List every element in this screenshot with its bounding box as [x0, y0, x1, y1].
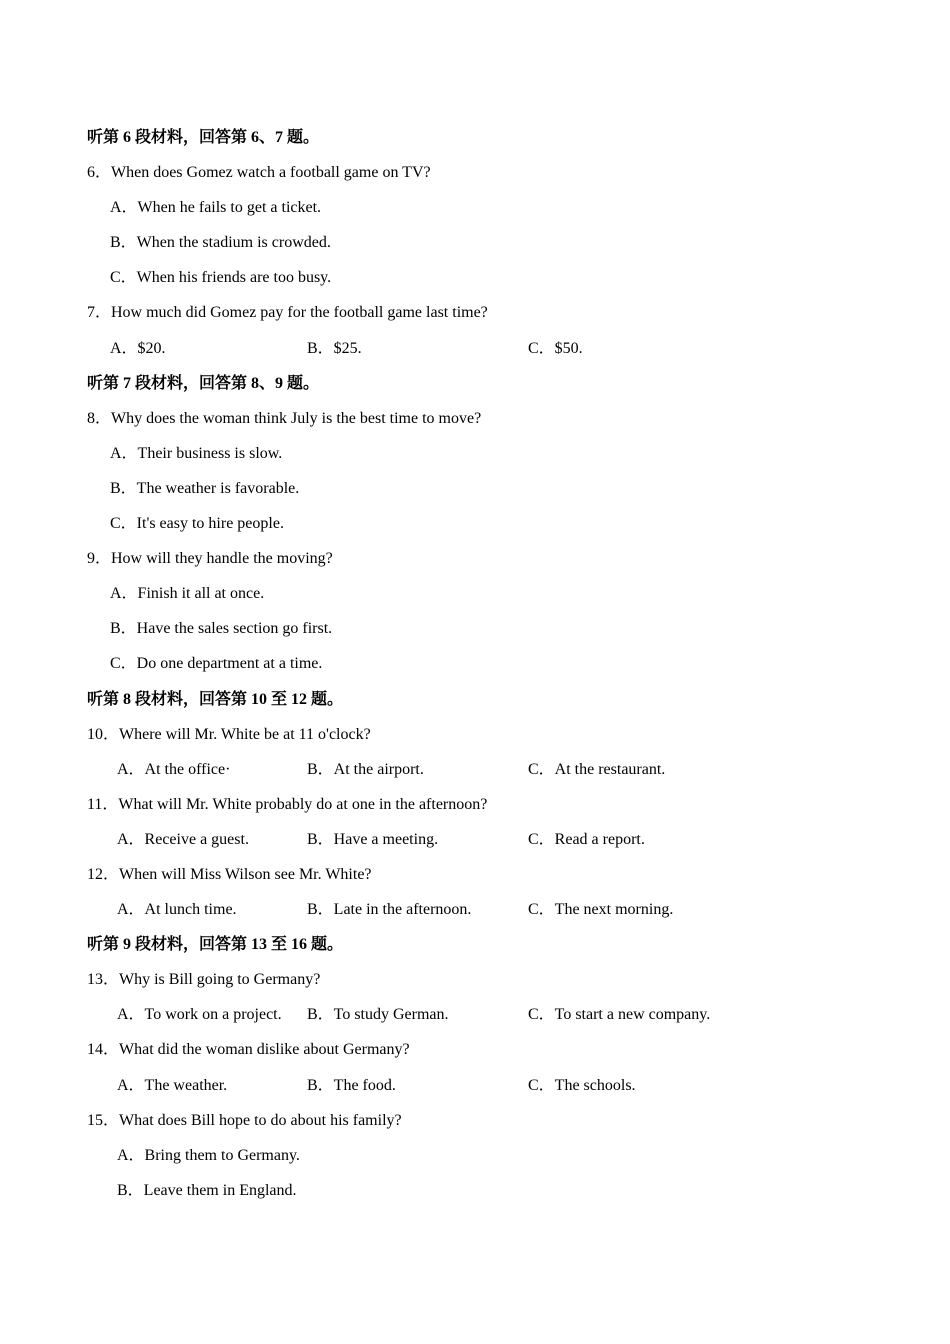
question-12: 12．When will Miss Wilson see Mr. White?	[87, 865, 372, 883]
section-header: 听第 6 段材料，回答第 6、7 题。	[87, 129, 320, 146]
question-6-option-a: A．When he fails to get a ticket.	[110, 199, 322, 217]
question-7-option-b: B．$25.	[307, 339, 362, 357]
question-8-option-c: C．It's easy to hire people.	[110, 515, 284, 533]
question-12-option-b: B．Late in the afternoon.	[307, 901, 472, 919]
question-11-option-a: A．Receive a guest.	[117, 830, 249, 848]
question-10-option-c: C．At the restaurant.	[528, 760, 666, 778]
question-10-options	[87, 752, 887, 787]
question-9-option-a: A．Finish it all at once.	[110, 585, 265, 603]
question-13-option-a: A．To work on a project.	[117, 1006, 282, 1024]
question-13-option-b: B．To study German.	[307, 1006, 449, 1024]
question-14-option-c: C．The schools.	[528, 1076, 636, 1094]
question-11-option-b: B．Have a meeting.	[307, 830, 439, 848]
question-12-options	[87, 892, 887, 927]
question-7-option-c: C．$50.	[528, 339, 583, 357]
question-11-options	[87, 822, 887, 857]
question-11-option-c: C．Read a report.	[528, 830, 645, 848]
section-header: 听第 8 段材料，回答第 10 至 12 题。	[87, 690, 344, 708]
question-15-option-a: A．Bring them to Germany.	[117, 1146, 300, 1164]
section-header: 听第 9 段材料，回答第 13 至 16 题。	[87, 936, 344, 954]
question-12-option-a: A．At lunch time.	[117, 901, 237, 919]
question-15: 15．What does Bill hope to do about his family?	[87, 1111, 402, 1129]
question-10-option-b: B．At the airport.	[307, 760, 424, 778]
question-6: 6．When does Gomez watch a football game on TV?	[87, 164, 431, 182]
question-7-option-a: A．$20.	[110, 339, 166, 357]
question-11: 11．What will Mr. White probably do at one in the afternoon?	[87, 795, 488, 813]
question-9-option-c: C．Do one department at a time.	[110, 655, 323, 673]
question-10: 10．Where will Mr. White be at 11 o'clock?	[87, 725, 371, 743]
question-15-option-b: B．Leave them in England.	[117, 1181, 297, 1199]
question-13-option-c: C．To start a new company.	[528, 1006, 711, 1024]
question-6-option-c: C．When his friends are too busy.	[110, 269, 332, 287]
question-8: 8．Why does the woman think July is the best time to move?	[87, 409, 482, 427]
question-8-option-a: A．Their business is slow.	[110, 444, 283, 462]
question-7-options	[87, 331, 887, 366]
question-13: 13．Why is Bill going to Germany?	[87, 971, 321, 989]
question-14-option-a: A．The weather.	[117, 1076, 228, 1094]
question-12-option-c: C．The next morning.	[528, 901, 674, 919]
question-6-option-b: B．When the stadium is crowded.	[110, 234, 331, 252]
question-7: 7．How much did Gomez pay for the football game last time?	[87, 304, 488, 322]
question-9: 9．How will they handle the moving?	[87, 550, 333, 568]
question-14: 14．What did the woman dislike about Germany?	[87, 1041, 410, 1059]
document-page	[87, 120, 887, 1208]
question-14-option-b: B．The food.	[307, 1076, 396, 1094]
question-8-option-b: B．The weather is favorable.	[110, 479, 300, 497]
question-13-options	[87, 997, 887, 1032]
section-header: 听第 7 段材料，回答第 8、9 题。	[87, 374, 320, 392]
question-14-options	[87, 1068, 887, 1103]
question-9-option-b: B．Have the sales section go first.	[110, 620, 333, 638]
question-10-option-a: A．At the office·	[117, 760, 231, 778]
